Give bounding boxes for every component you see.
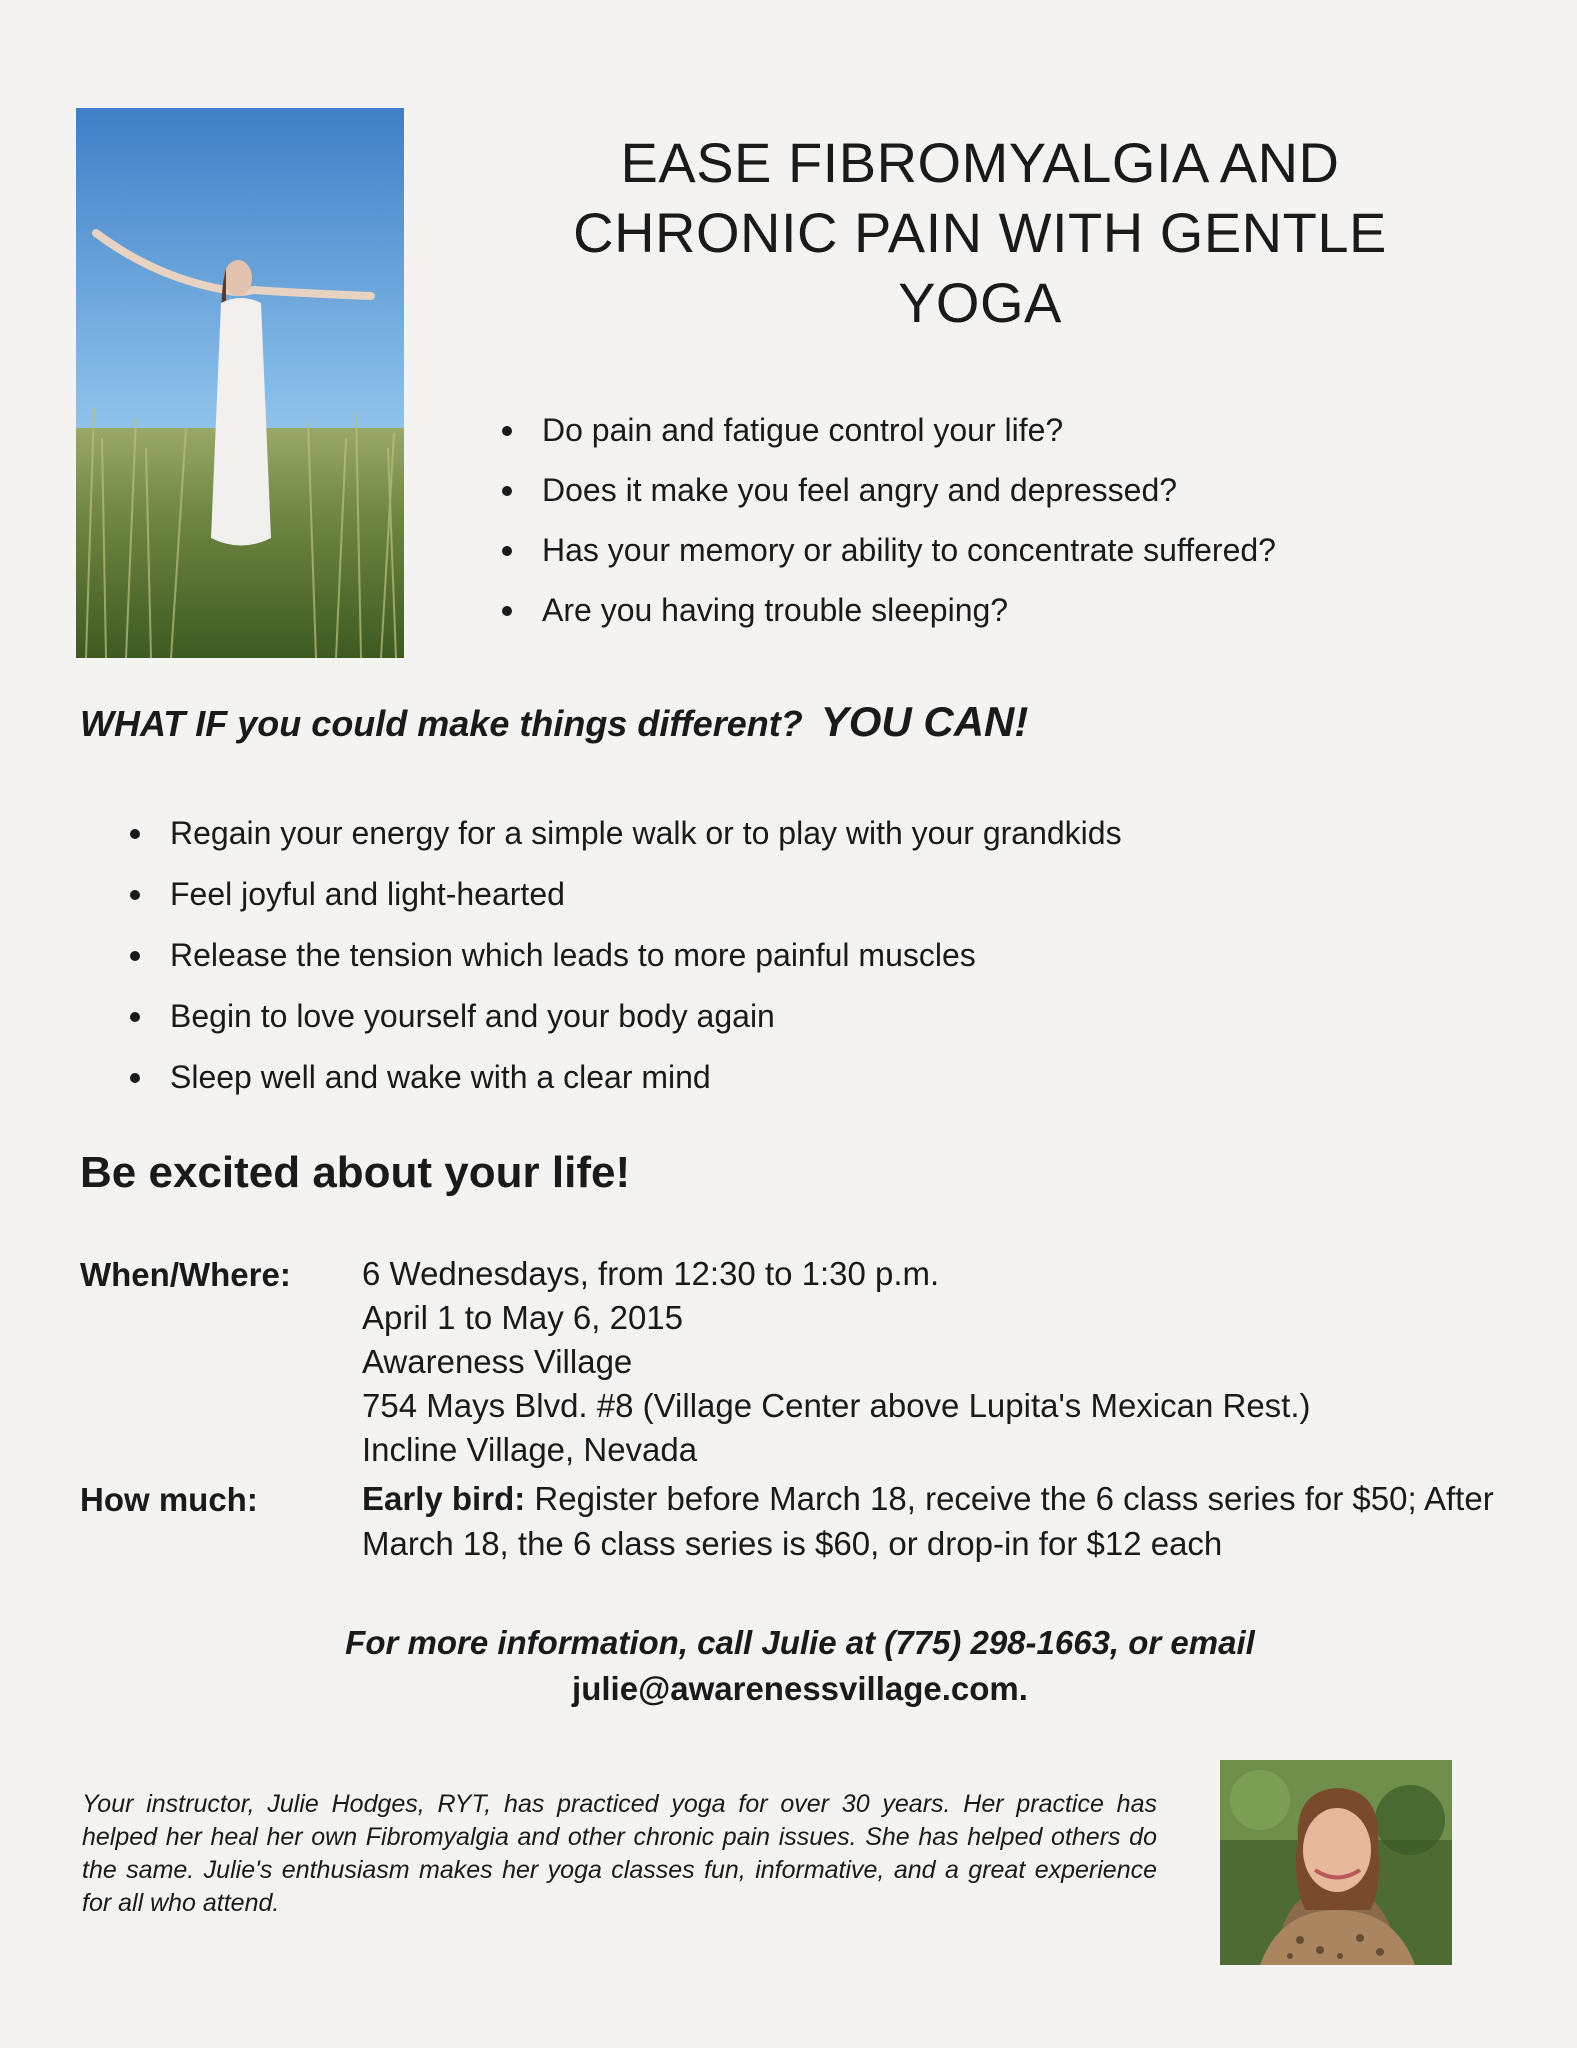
early-bird-label: Early bird: (362, 1480, 526, 1517)
detail-line: 6 Wednesdays, from 12:30 to 1:30 p.m. (362, 1255, 940, 1292)
question-list (496, 400, 1276, 640)
when-where-label: When/Where: (80, 1256, 291, 1293)
detail-line: April 1 to May 6, 2015 (362, 1299, 684, 1336)
price-details (362, 1476, 1512, 1566)
what-if-heading (80, 698, 1028, 746)
flyer-title (460, 128, 1500, 338)
how-much-label: How much: (80, 1481, 258, 1518)
price-text: Register before March 18, receive the 6 class series for $50; After March 18, the 6 class series is $60, or drop-in for $12 each (362, 1480, 1494, 1562)
benefit-item: Begin to love yourself and your body again (124, 986, 1122, 1047)
benefit-item: Regain your energy for a simple walk or to play with your grandkids (124, 803, 1122, 864)
benefit-item: Feel joyful and light-hearted (124, 864, 1122, 925)
benefit-item: Sleep well and wake with a clear mind (124, 1047, 1122, 1108)
contact-text: For more information, call Julie at (775) 298-1663, or email (345, 1624, 1255, 1661)
contact-info (200, 1620, 1400, 1712)
question-item: Do pain and fatigue control your life? (496, 400, 1276, 460)
detail-line: 754 Mays Blvd. #8 (Village Center above Lupita's Mexican Rest.) (362, 1387, 1311, 1424)
title-line: CHRONIC PAIN WITH GENTLE (573, 201, 1387, 264)
yoga-woman-photo (76, 108, 404, 658)
instructor-photo (1220, 1760, 1452, 1965)
detail-line: Awareness Village (362, 1343, 633, 1380)
question-item: Has your memory or ability to concentrate suffered? (496, 520, 1276, 580)
excited-heading: Be excited about your life! (80, 1148, 631, 1197)
what-if-text: WHAT IF you could make things different? (80, 703, 803, 744)
contact-email: julie@awarenessvillage.com. (572, 1670, 1028, 1707)
title-line: EASE FIBROMYALGIA AND (620, 131, 1340, 194)
when-where-details (362, 1252, 1311, 1472)
question-item: Does it make you feel angry and depressed? (496, 460, 1276, 520)
question-item: Are you having trouble sleeping? (496, 580, 1276, 640)
title-line: YOGA (898, 271, 1062, 334)
instructor-bio: Your instructor, Julie Hodges, RYT, has practiced yoga for over 30 years. Her practice has helped her heal her own Fibromyalgia and other chronic pain issues. She has helped others do the same. Julie's enthusiasm makes her yoga classes fun, informative, and a great experience for all who attend. (82, 1790, 1157, 1917)
benefit-list (124, 803, 1122, 1108)
benefit-item: Release the tension which leads to more painful muscles (124, 925, 1122, 986)
you-can-text: YOU CAN! (820, 698, 1029, 745)
detail-line: Incline Village, Nevada (362, 1431, 698, 1468)
